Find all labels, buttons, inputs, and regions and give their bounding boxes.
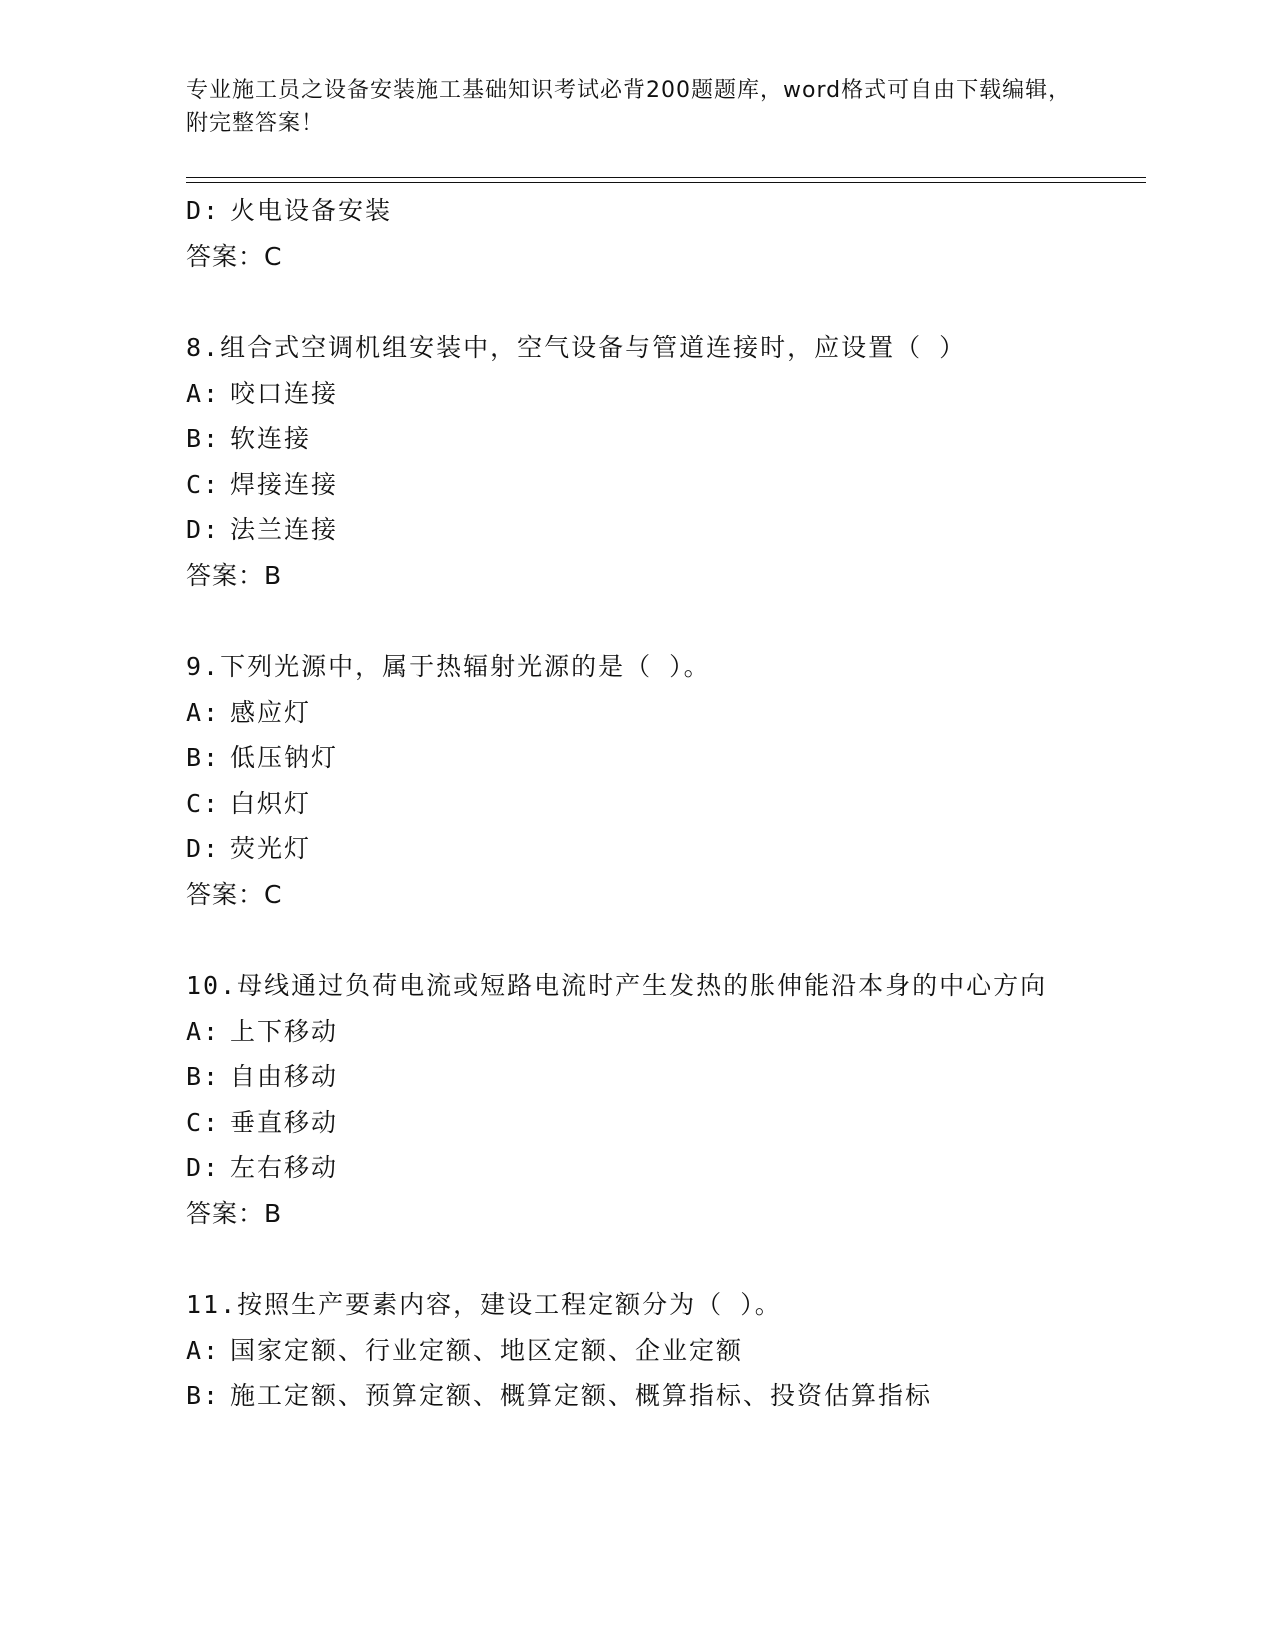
- option-label: A:: [186, 697, 221, 727]
- document-header: 专业施工员之设备安装施工基础知识考试必背200题题库，word格式可自由下载编辑，附完整答案！: [186, 78, 1072, 136]
- option-label: B:: [186, 1381, 221, 1410]
- question-stem: 9.下列光源中，属于热辐射光源的是（ ）。: [186, 652, 711, 681]
- option-text: 国家定额、行业定额、地区定额、企业定额: [230, 1335, 744, 1365]
- option-d: [186, 507, 1086, 553]
- question-list: [186, 188, 1086, 1419]
- option-text: 垂直移动: [230, 1107, 339, 1137]
- option-label: D:: [186, 196, 221, 225]
- question-stem: 10.母线通过负荷电流或短路电流时产生发热的胀伸能沿本身的中心方向: [186, 971, 1048, 1000]
- option-label: A:: [186, 378, 221, 408]
- header-rule-bottom: [186, 182, 1146, 183]
- option-d: [186, 826, 1086, 872]
- option-text: 软连接: [230, 424, 312, 453]
- option-label: C:: [186, 1107, 221, 1137]
- answer: 答案：C: [186, 241, 283, 271]
- option-c: [186, 1100, 1086, 1146]
- question-stem: 11.按照生产要素内容，建设工程定额分为（ ）。: [186, 1290, 782, 1319]
- answer: 答案：C: [186, 879, 283, 909]
- option-text: 上下移动: [230, 1016, 339, 1046]
- option-label: B:: [186, 1062, 221, 1091]
- option-c: [186, 781, 1086, 827]
- option-text: 白炽灯: [230, 788, 312, 818]
- option-text: 施工定额、预算定额、概算定额、概算指标、投资估算指标: [230, 1381, 933, 1410]
- option-text: 焊接连接: [230, 469, 339, 499]
- option-text: 法兰连接: [230, 515, 339, 544]
- option-label: C:: [186, 469, 221, 499]
- option-a: [186, 1009, 1086, 1055]
- answer: 答案：B: [186, 560, 283, 590]
- option-label: B:: [186, 743, 221, 772]
- option-label: A:: [186, 1335, 221, 1365]
- option-text: 左右移动: [230, 1153, 339, 1182]
- option-a: [186, 371, 1086, 417]
- option-text: 感应灯: [230, 697, 312, 727]
- option-a: [186, 690, 1086, 736]
- option-d: [186, 1145, 1086, 1191]
- option-text: 火电设备安装: [230, 196, 393, 225]
- question-stem: 8.组合式空调机组安装中，空气设备与管道连接时，应设置（ ）: [186, 333, 967, 362]
- option-text: 低压钠灯: [230, 743, 339, 772]
- option-text: 荧光灯: [230, 834, 312, 863]
- option-text: 自由移动: [230, 1062, 339, 1091]
- option-b: [186, 735, 1086, 781]
- option-label: A:: [186, 1016, 221, 1046]
- option-a: [186, 1328, 1086, 1374]
- option-label: D:: [186, 515, 221, 544]
- option-label: D:: [186, 834, 221, 863]
- option-label: B:: [186, 424, 221, 453]
- option-c: [186, 462, 1086, 508]
- option-b: [186, 1373, 1086, 1419]
- option-label: D:: [186, 1153, 221, 1182]
- option-text: 咬口连接: [230, 378, 339, 408]
- option-label: C:: [186, 788, 221, 818]
- option-b: [186, 416, 1086, 462]
- option-d: [186, 188, 1086, 234]
- answer: 答案：B: [186, 1198, 283, 1228]
- option-b: [186, 1054, 1086, 1100]
- header-rule-top: [186, 177, 1146, 178]
